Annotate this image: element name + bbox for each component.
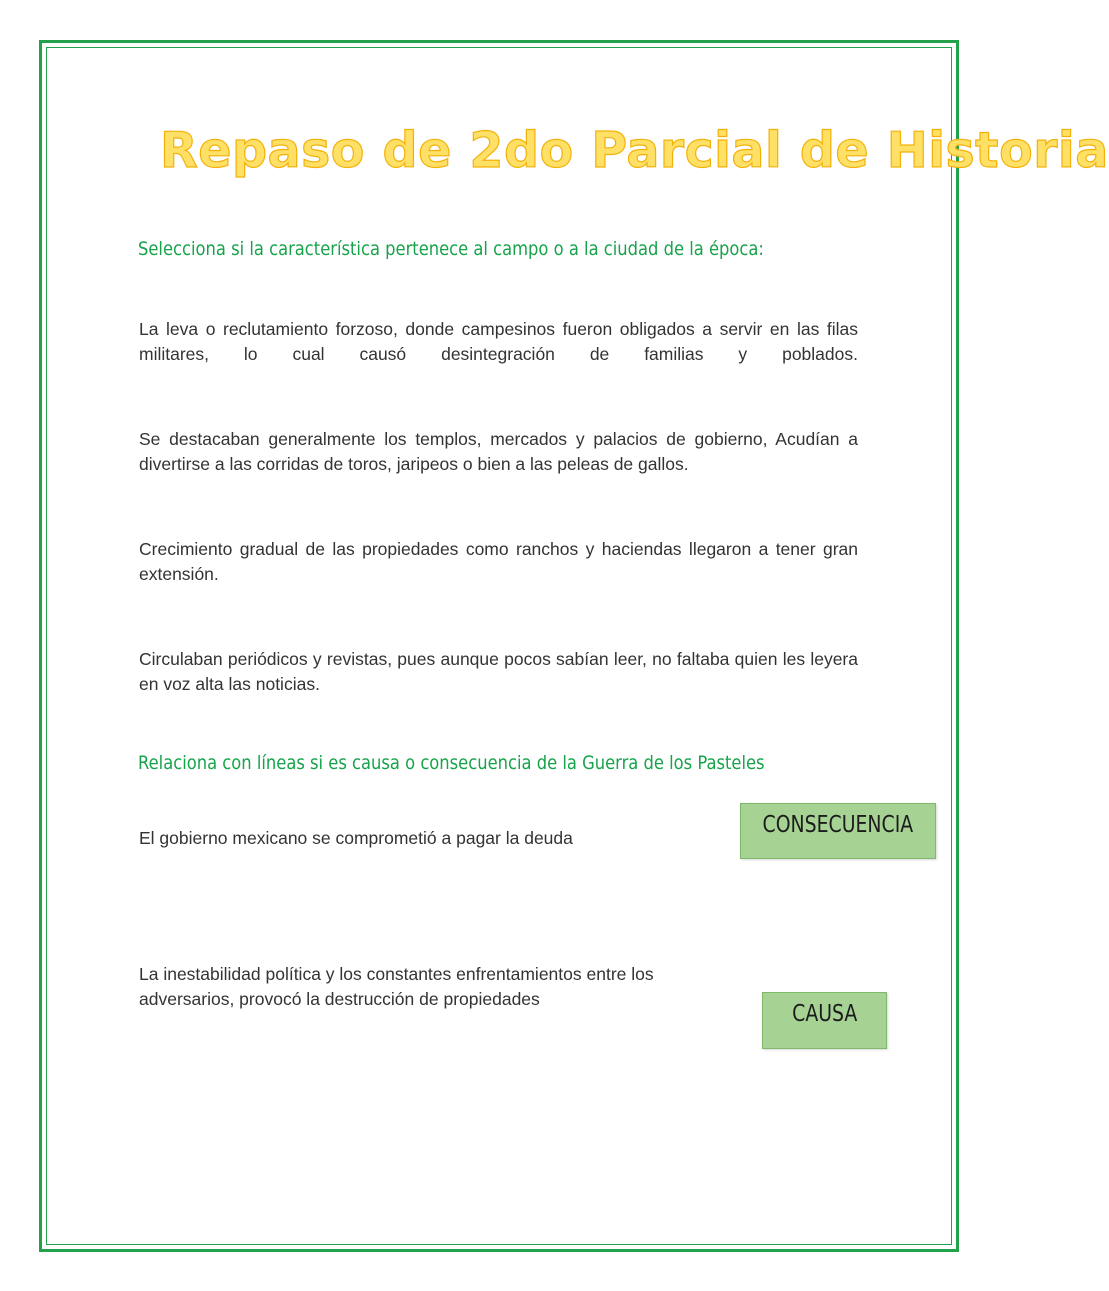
consecuencia-target[interactable]: [740, 803, 936, 859]
consecuencia-label: CONSECUENCIA: [762, 812, 914, 838]
characteristic-item[interactable]: Circulaban periódicos y revistas, pues aunque pocos sabían leer, no faltaba quien les leyera en voz alta las noticias.: [139, 649, 858, 694]
match-statement[interactable]: La inestabilidad política y los constantes enfrentamientos entre los adversarios, provocó la destrucción de propiedades: [139, 964, 654, 1009]
causa-target[interactable]: [762, 992, 887, 1049]
characteristic-item[interactable]: Se destacaban generalmente los templos, mercados y palacios de gobierno, Acudían a divertirse a las corridas de toros, jaripeos o bien a las peleas de gallos.: [139, 429, 858, 474]
causa-label: CAUSA: [791, 1001, 858, 1027]
characteristic-item[interactable]: La leva o reclutamiento forzoso, donde campesinos fueron obligados a servir en las filas militares, lo cual causó desintegración de familias y poblados.: [139, 319, 858, 364]
match-statement[interactable]: El gobierno mexicano se comprometió a pagar la deuda: [139, 828, 573, 848]
section1-instruction: Selecciona si la característica pertenece al campo o a la ciudad de la época:: [138, 238, 764, 260]
section2-instruction: Relaciona con líneas si es causa o consecuencia de la Guerra de los Pasteles: [138, 752, 765, 774]
characteristic-item[interactable]: Crecimiento gradual de las propiedades como ranchos y haciendas llegaron a tener gran extensión.: [139, 539, 858, 584]
page-title: Repaso de 2do Parcial de Historia: [160, 122, 1109, 179]
page-border-inner: [46, 47, 1109, 1245]
